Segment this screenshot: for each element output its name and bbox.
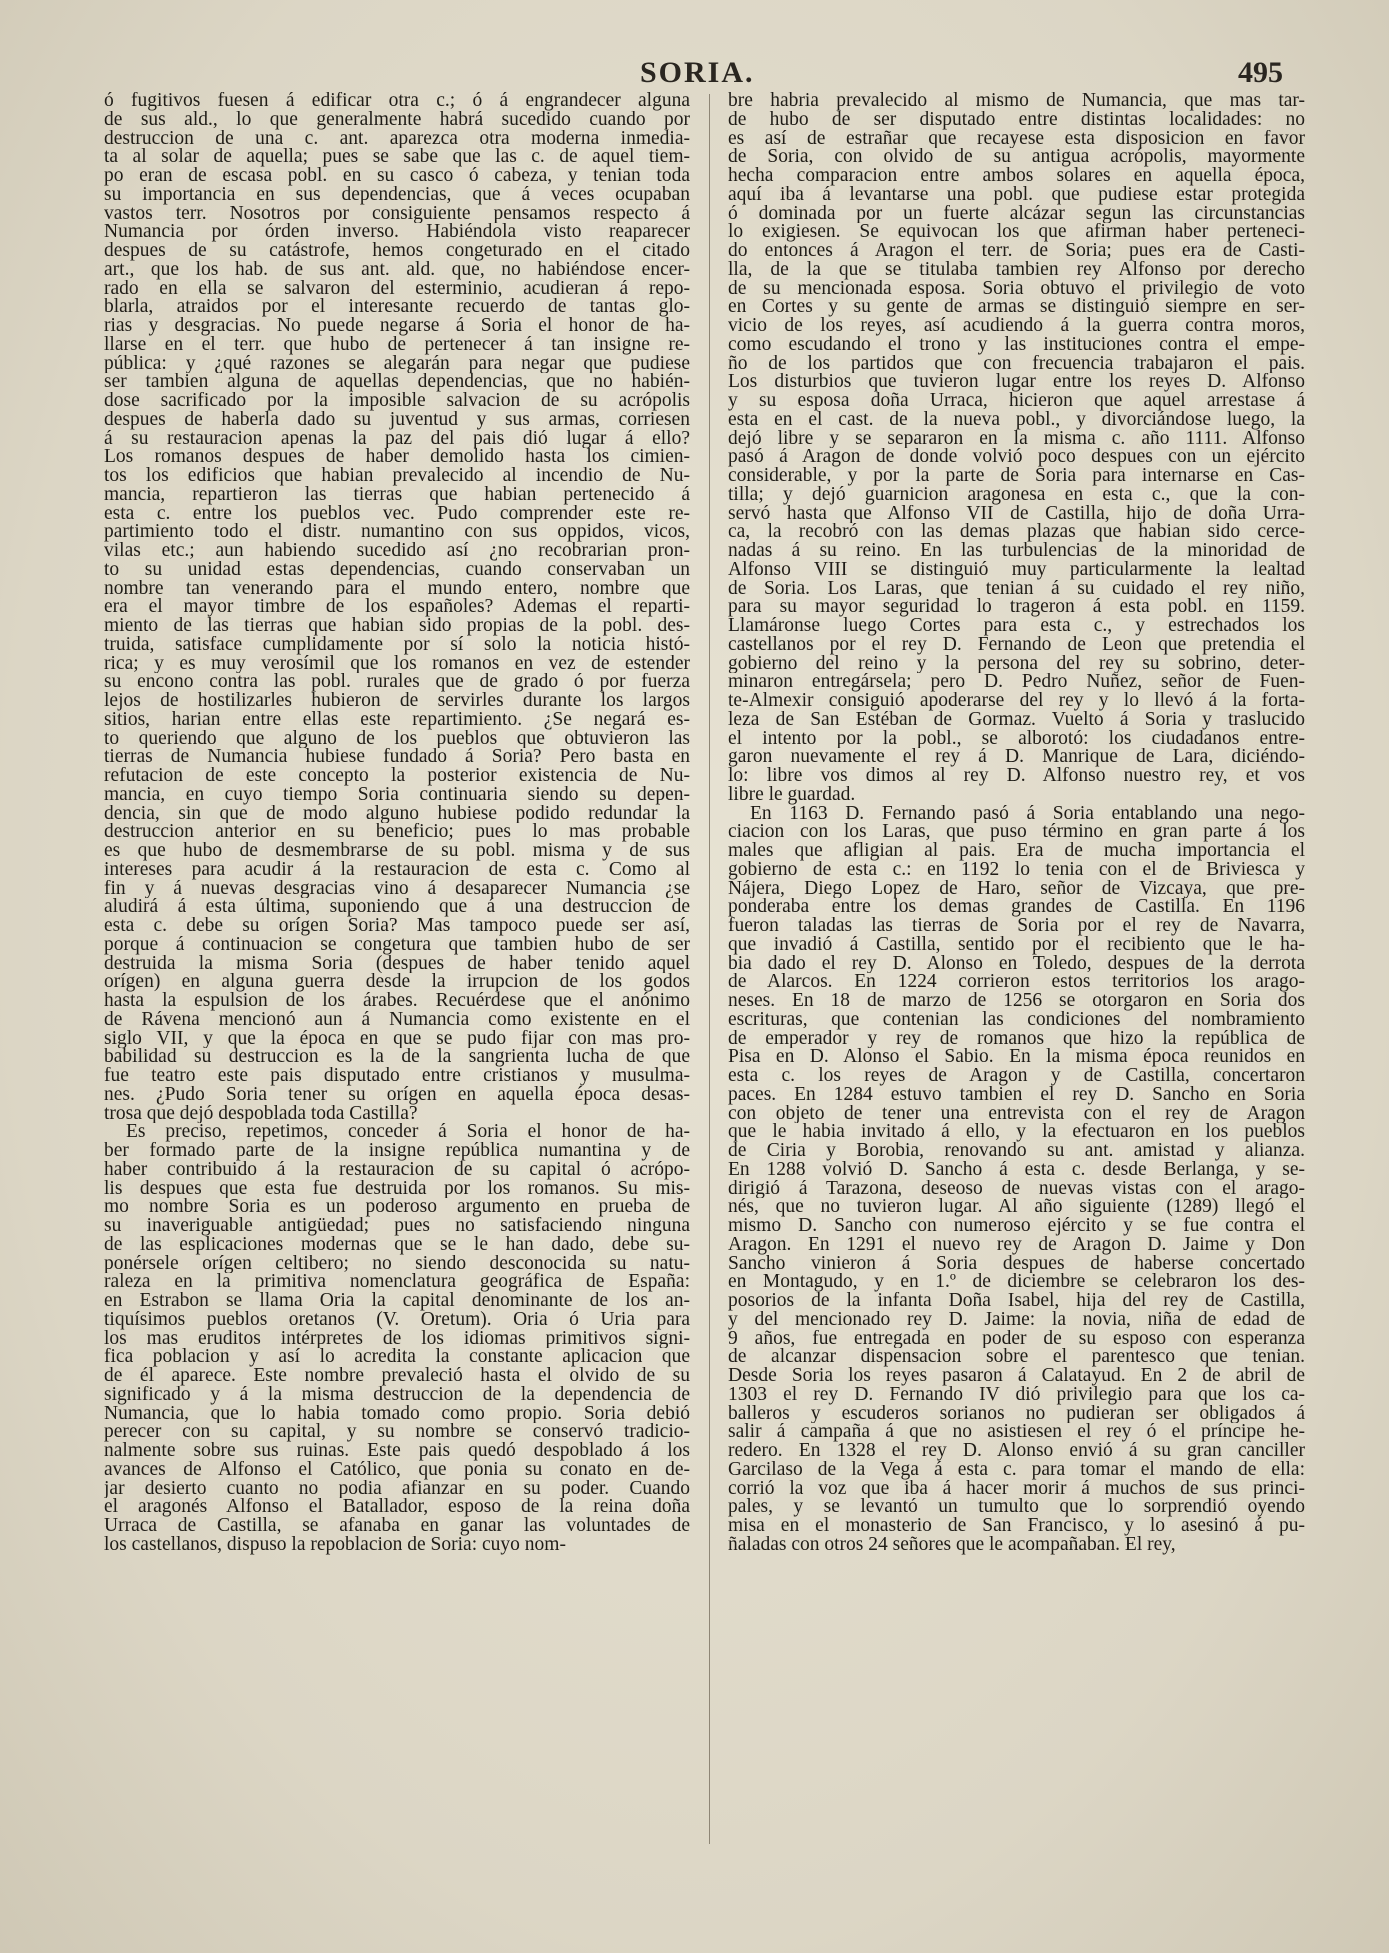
text-line: ó dominada por un fuerte alcázar segun las circunstancias: [728, 204, 1305, 224]
text-line: aludirá á esta última, suponiendo que á una destruccion de: [104, 898, 690, 917]
text-line: vastos terr. Nosotros por consiguiente pensamos respecto á: [104, 204, 690, 224]
text-line: Alfonso VIII se distinguió muy particularmente la lealtad: [728, 560, 1305, 580]
text-line: 1303 el rey D. Fernando IV dió privilegio para que los ca-: [728, 1385, 1305, 1405]
text-line: salir á campaña á que no asistiesen el rey ó el príncipe he-: [728, 1423, 1305, 1442]
text-line: En 1163 D. Fernando pasó á Soria entablando una nego-: [750, 804, 1305, 824]
text-line: esta c. los reyes de Aragon y de Castilla, concertaron: [728, 1067, 1305, 1086]
text-line: porque á continuacion se congetura que tambien hubo de ser: [104, 935, 690, 955]
text-line: es así de estrañar que recayese esta disposicion en favor: [728, 129, 1305, 149]
text-line: escrituras, que contenian las condiciones del nombramiento: [728, 1010, 1305, 1030]
text-line: en Cortes y su gente de armas se distinguió siempre en ser-: [728, 298, 1305, 317]
text-line: Urraca de Castilla, se afanaba en ganar las voluntades de: [104, 1517, 690, 1536]
column-divider: [709, 94, 710, 1844]
text-line: vicio de los reyes, así acudiendo á la guerra contra moros,: [728, 317, 1305, 336]
text-line: trosa que dejó despoblada toda Castilla?: [104, 1104, 418, 1124]
text-line: significado y á la misma destruccion de la dependencia de: [104, 1385, 690, 1405]
text-line: que invadió á Castilla, sentido por el recibiento que le ha-: [728, 935, 1305, 955]
text-line: ponérsele orígen celtibero; no siendo desconocida su natu-: [104, 1254, 690, 1274]
text-line: Numancia por órden inverso. Habiéndola visto reaparecer: [104, 223, 690, 242]
text-line: babilidad su destruccion es la de la sangrienta lucha de que: [104, 1048, 690, 1067]
text-line: de Soria, con olvido de su antigua acrópolis, mayormente: [728, 148, 1305, 167]
text-line: en Montagudo, y en 1.º de diciembre se celebraron los des-: [728, 1273, 1305, 1292]
page-number: 495: [1238, 56, 1283, 89]
text-line: raleza en la primitiva nomenclatura geográfica de España:: [104, 1273, 690, 1292]
text-line: bre habria prevalecido al mismo de Numancia, que mas tar-: [728, 92, 1305, 111]
text-line: rias y desgracias. No puede negarse á Soria el honor de ha-: [104, 317, 690, 336]
text-line: de él aparece. Este nombre prevaleció hasta el olvido de su: [104, 1367, 690, 1386]
text-line: dose sacrificado por la imposible salvacion de su acrópolis: [104, 392, 690, 411]
text-line: Pisa en D. Alonso el Sabio. En la misma época reunidos en: [728, 1048, 1305, 1067]
text-line: Los disturbios que tuvieron lugar entre los reyes D. Alfonso: [728, 373, 1305, 392]
text-line: te-Almexir consiguió apoderarse del rey y lo llevó á la forta-: [728, 692, 1305, 711]
text-line: perecer con su capital, y su nombre se conservó tradicio-: [104, 1423, 690, 1442]
text-line: el aragonés Alfonso el Batallador, esposo de la reina doña: [104, 1498, 690, 1517]
text-line: Nájera, Diego Lopez de Haro, señor de Vizcaya, que pre-: [728, 879, 1305, 899]
text-line: su inaveriguable antigüedad; pues no satisfaciendo ninguna: [104, 1217, 690, 1236]
text-line: llarse en el terr. que hubo de pertenecer á tan insigne re-: [104, 335, 690, 355]
text-line: destruccion de una c. ant. aparezca otra moderna inmedia-: [104, 129, 690, 149]
text-line: fue teatro este pais disputado entre cristianos y musulma-: [104, 1067, 690, 1086]
right-column: [728, 92, 1305, 1852]
text-line: de Rávena mencionó aun á Numancia como existente en el: [104, 1010, 690, 1030]
text-line: con objeto de tener una entrevista con el rey de Aragon: [728, 1104, 1305, 1124]
text-line: Sancho vinieron á Soria despues de haberse concertado: [728, 1254, 1305, 1274]
text-line: de sus ald., lo que generalmente habrá sucedido cuando por: [104, 110, 690, 130]
text-line: haber contribuido á la restauracion de su capital ó acrópo-: [104, 1160, 690, 1180]
text-line: esta c. debe su orígen Soria? Mas tampoco puede ser así,: [104, 917, 690, 936]
text-line: de alcanzar dispensacion sobre el parentesco que tenian.: [728, 1348, 1305, 1367]
text-line: mo nombre Soria es un poderoso argumento en prueba de: [104, 1198, 690, 1217]
text-line: destruida la misma Soria (despues de haber tenido aquel: [104, 954, 690, 974]
text-line: miento de las tierras que habian sido propias de la pobl. des-: [104, 617, 690, 636]
text-line: siglo VII, y que la época en que se pudo fijar con mas pro-: [104, 1029, 690, 1049]
text-line: lo: libre vos dimos al rey D. Alfonso nuestro rey, et vos: [728, 767, 1305, 786]
text-line: fica poblacion y así lo acredita la constante aplicacion que: [104, 1348, 690, 1367]
text-line: rado en ella se salvaron del esterminio, acudieran á repo-: [104, 279, 690, 299]
text-line: leza de San Estéban de Gormaz. Vuelto á Soria y traslucido: [728, 710, 1305, 730]
text-line: libre le guardad.: [728, 785, 856, 805]
text-line: misa en el monasterio de San Francisco, y lo asesinó á pu-: [728, 1517, 1305, 1536]
text-line: tiquísimos pueblos oretanos (V. Oretum). Oria ó Uria para: [104, 1310, 690, 1330]
text-line: gobierno de esta c.: en 1192 lo tenia con el de Briviesca y: [728, 860, 1305, 880]
text-line: bia dado el rey D. Alonso en Toledo, despues de la derrota: [728, 954, 1305, 974]
text-line: ca, la recobró con las demas plazas que habian sido cerce-: [728, 523, 1305, 542]
text-line: de su mencionada esposa. Soria obtuvo el privilegio de voto: [728, 279, 1305, 299]
text-line: como escudando el trono y las instituciones contra el empe-: [728, 335, 1305, 355]
text-line: tierras de Numancia hubiese fundado á Soria? Pero basta en: [104, 748, 690, 767]
text-line: truida, satisface cumplidamente por sí solo la noticia histó-: [104, 635, 690, 655]
text-line: de Soria. Los Laras, que tenian á su cuidado el rey niño,: [728, 579, 1305, 599]
text-line: avances de Alfonso el Católico, que ponia su conato en de-: [104, 1460, 690, 1480]
text-line: de las esplicaciones modernas que se le han dado, debe su-: [104, 1235, 690, 1255]
text-line: balleros y escuderos sorianos no pudieran ser obligados á: [728, 1404, 1305, 1424]
page-title: SORIA.: [640, 56, 755, 89]
text-line: dencia, sin que de modo alguno hubiese podido redundar la: [104, 804, 690, 824]
text-line: En 1288 volvió D. Sancho á esta c. desde Berlanga, y se-: [728, 1160, 1305, 1180]
text-line: to su unidad estas dependencias, cuando conservaban un: [104, 560, 690, 580]
text-line: Llamáronse luego Cortes para esta c., y estrechados los: [728, 617, 1305, 636]
text-line: fueron taladas las tierras de Soria por el rey de Navarra,: [728, 917, 1305, 936]
text-line: jar desierto cuanto no podia afianzar en su poder. Cuando: [104, 1479, 690, 1499]
text-line: po eran de escasa pobl. en su casco ó cabeza, y tenian toda: [104, 167, 690, 186]
text-line: dirigió á Tarazona, deseoso de nuevas vistas con el arago-: [728, 1179, 1305, 1199]
text-line: fin y á nuevas desgracias vino á desaparecer Numancia ¿se: [104, 879, 690, 899]
text-line: en Estrabon se llama Oria la capital denominante de los an-: [104, 1292, 690, 1311]
text-line: ber formado parte de la insigne república numantina y de: [104, 1142, 690, 1161]
text-line: de Ciria y Borobia, renovando su ant. amistad y alianza.: [728, 1142, 1305, 1161]
text-line: ponderaba entre los demas grandes de Castilla. En 1196: [728, 898, 1305, 917]
text-line: Desde Soria los reyes pasaron á Calatayud. En 2 de abril de: [728, 1367, 1305, 1386]
text-line: destruccion anterior en su beneficio; pues lo mas probable: [104, 823, 690, 842]
text-line: su importancia en sus dependencias, que á veces ocupaban: [104, 185, 690, 205]
text-line: esta c. entre los pueblos vec. Pudo comprender este re-: [104, 504, 690, 524]
text-line: Garcilaso de la Vega á esta c. para tomar el mando de ella:: [728, 1460, 1305, 1480]
text-line: castellanos por el rey D. Fernando de Leon que pretendia el: [728, 635, 1305, 655]
text-line: nombre tan venerando para el mundo entero, nombre que: [104, 579, 690, 599]
text-line: mancia, en cuyo tiempo Soria continuaria siendo su depen-: [104, 785, 690, 805]
text-line: ser tambien alguna de aquellas dependencias, que no habién-: [104, 373, 690, 392]
running-head: [0, 56, 1389, 96]
text-line: y del mencionado rey D. Jaime: la novia, niña de edad de: [728, 1310, 1305, 1330]
text-line: de Alarcos. En 1224 corrieron estos territorios los arago-: [728, 973, 1305, 992]
text-line: rica; y es muy verosímil que los romanos en vez de estender: [104, 654, 690, 674]
text-line: Numancia, que lo habia tomado como propio. Soria debió: [104, 1404, 690, 1424]
text-line: lla, de la que se titulaba tambien rey Alfonso por derecho: [728, 260, 1305, 280]
text-line: paces. En 1284 estuvo tambien el rey D. Sancho en Soria: [728, 1085, 1305, 1105]
text-line: ciacion con los Laras, que puso término en gran parte á los: [728, 823, 1305, 842]
text-line: to queriendo que alguno de los pueblos que obtuvieron las: [104, 729, 690, 749]
text-line: refutacion de este concepto la posterior existencia de Nu-: [104, 767, 690, 786]
text-line: despues de su catástrofe, hemos congeturado en el citado: [104, 242, 690, 261]
text-line: tilla; y dejó guarnicion aragonesa en esta c., que la con-: [728, 485, 1305, 505]
text-line: Es preciso, repetimos, conceder á Soria el honor de ha-: [126, 1123, 690, 1142]
text-line: Aragon. En 1291 el nuevo rey de Aragon D. Jaime y Don: [728, 1235, 1305, 1255]
left-column: [104, 92, 690, 1852]
text-line: ñaladas con otros 24 señores que le acompañaban. El rey,: [728, 1535, 1176, 1555]
text-line: tos los edificios que habian prevalecido al incendio de Nu-: [104, 467, 690, 486]
text-line: para su mayor seguridad lo trageron á esta pobl. en 1159.: [728, 598, 1305, 617]
text-line: era el mayor timbre de los españoles? Ademas el reparti-: [104, 598, 690, 617]
text-line: gobierno del reino y la persona del rey su sobrino, deter-: [728, 654, 1305, 674]
text-line: aquí iba á levantarse una pobl. que pudiese estar protegida: [728, 185, 1305, 205]
text-line: el intento por la pobl., se alborotó: los ciudadanos entre-: [728, 729, 1305, 749]
text-line: nadas á su reino. En las turbulencias de la minoridad de: [728, 542, 1305, 561]
text-line: pasó á Aragon de donde volvió poco despues con un ejército: [728, 448, 1305, 467]
text-line: partimiento todo el distr. numantino con sus oppidos, vicos,: [104, 523, 690, 542]
text-line: blarla, atraidos por el interesante recuerdo de tantas glo-: [104, 298, 690, 317]
text-line: su encono contra las pobl. rurales que de grado ó por fuerza: [104, 673, 690, 692]
text-line: los mas eruditos intérpretes de los idiomas primitivos signi-: [104, 1329, 690, 1349]
text-line: despues de haberla dado su juventud y sus armas, corriesen: [104, 410, 690, 430]
text-line: lejos de hostilizarles hubieron de servirles durante los largos: [104, 692, 690, 711]
text-line: esta en el cast. de la nueva pobl., y divorciándose luego, la: [728, 410, 1305, 430]
text-line: art., que los hab. de sus ant. ald. que, no habiéndose encer-: [104, 260, 690, 280]
text-line: corrió la voz que iba á hacer morir á muchos de sus princi-: [728, 1479, 1305, 1499]
text-line: nalmente sobre sus ruinas. Este pais quedó despoblado á los: [104, 1442, 690, 1461]
text-line: hasta la espulsion de los árabes. Recuérdese que el anónimo: [104, 992, 690, 1011]
text-line: mancia, repartieron las tierras que habian pertenecido á: [104, 485, 690, 505]
text-line: nes. ¿Pudo Soria tener su orígen en aquella época desas-: [104, 1085, 690, 1105]
text-line: 9 años, fue entregada en poder de su esposo con esperanza: [728, 1329, 1305, 1349]
text-line: intereses para acudir á la restauracion de esta c. Como al: [104, 860, 690, 880]
text-line: y su esposa doña Urraca, hicieron que aquel arrestase á: [728, 392, 1305, 411]
text-line: redero. En 1328 el rey D. Alonso envió á su gran canciller: [728, 1442, 1305, 1461]
text-line: ó fugitivos fuesen á edificar otra c.; ó á engrandecer alguna: [104, 92, 690, 111]
text-line: sitios, harian entre ellas este repartimiento. ¿Se negará es-: [104, 710, 690, 730]
text-line: á su restauracion apenas la paz del pais dió lugar á ello?: [104, 429, 690, 449]
text-line: los castellanos, dispuso la repoblacion de Soria: cuyo nom-: [104, 1535, 566, 1555]
text-line: garon nuevamente el rey á D. Manrique de Lara, diciéndo-: [728, 748, 1305, 767]
text-line: es que hubo de desmembrarse de su pobl. misma y de sus: [104, 842, 690, 861]
text-line: dejó libre y se separaron en la misma c. año 1111. Alfonso: [728, 429, 1305, 449]
text-line: pales, y se levantó un tumulto que lo sorprendió oyendo: [728, 1498, 1305, 1517]
text-line: vilas etc.; aun habiendo sucedido así ¿no recobrarian pron-: [104, 542, 690, 561]
text-line: que le habia invitado á ello, y la efectuaron en los pueblos: [728, 1123, 1305, 1142]
text-line: de hubo de ser disputado entre distintas localidades: no: [728, 110, 1305, 130]
text-line: minaron entregársela; pero D. Pedro Nuñez, señor de Fuen-: [728, 673, 1305, 692]
text-line: posorios de la infanta Doña Isabel, hija del rey de Castilla,: [728, 1292, 1305, 1311]
text-line: lis despues que esta fue destruida por los romanos. Su mis-: [104, 1179, 690, 1199]
text-line: ta al solar de aquella; pues se sabe que las c. de aquel tiem-: [104, 148, 690, 167]
text-line: Los romanos despues de haber demolido hasta los cimien-: [104, 448, 690, 467]
text-line: considerable, y por la parte de Soria para internarse en Cas-: [728, 467, 1305, 486]
text-line: do entonces á Aragon el terr. de Soria; pues era de Casti-: [728, 242, 1305, 261]
text-line: males que afligian al pais. Era de mucha importancia el: [728, 842, 1305, 861]
text-line: de emperador y rey de romanos que hizo la república de: [728, 1029, 1305, 1049]
text-line: servó hasta que Alfonso VII de Castilla, hijo de doña Urra-: [728, 504, 1305, 524]
text-line: mismo D. Sancho con numeroso ejército y se fue contra el: [728, 1217, 1305, 1236]
text-line: orígen) en alguna guerra desde la irrupcion de los godos: [104, 973, 690, 992]
text-line: hecha comparacion entre ambos solares en aquella época,: [728, 167, 1305, 186]
text-line: ño de los partidos que con frecuencia trabajaron el pais.: [728, 354, 1305, 374]
text-line: pública: y ¿qué razones se alegarán para negar que pudiese: [104, 354, 690, 374]
text-line: lo exigiesen. Se equivocan los que afirman haber perteneci-: [728, 223, 1305, 242]
text-line: nés, que no tuvieron lugar. Al año siguiente (1289) llegó el: [728, 1198, 1305, 1217]
text-line: neses. En 18 de marzo de 1256 se otorgaron en Soria dos: [728, 992, 1305, 1011]
